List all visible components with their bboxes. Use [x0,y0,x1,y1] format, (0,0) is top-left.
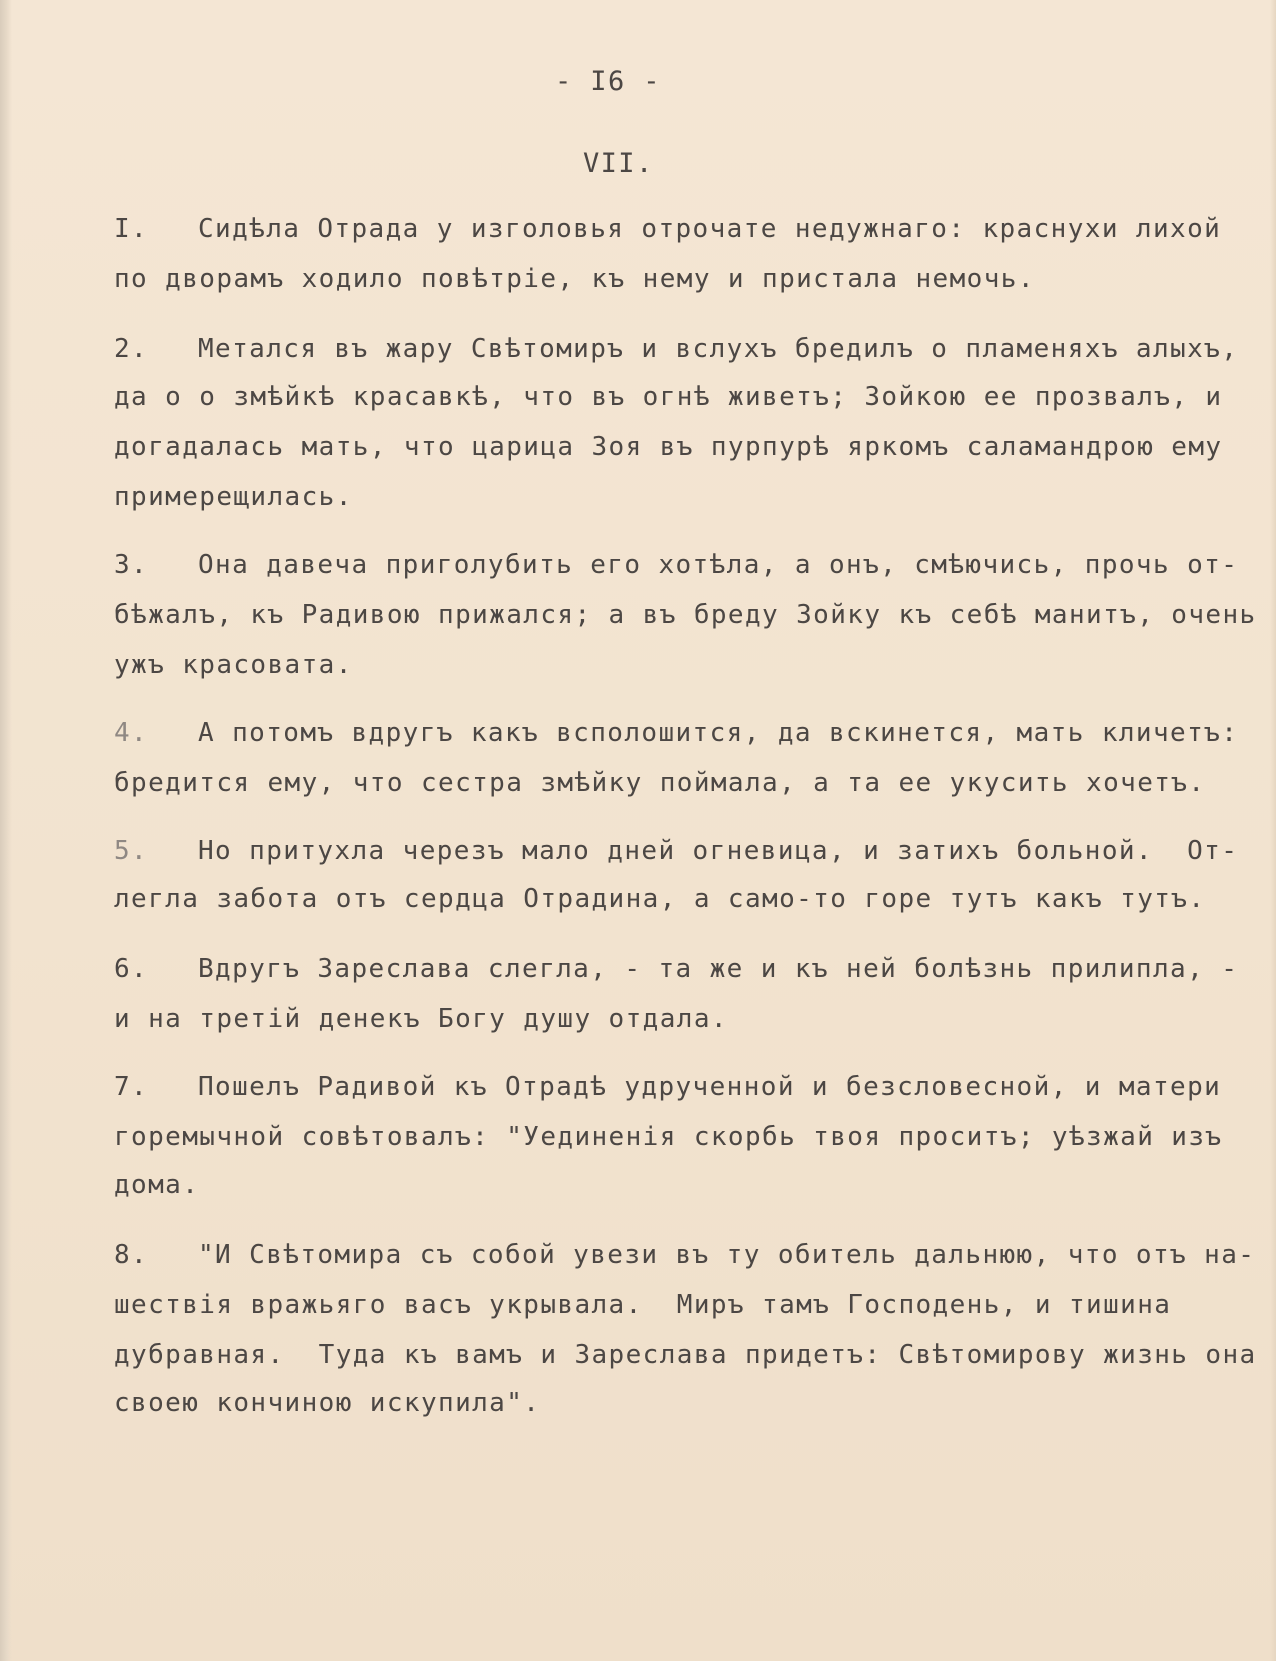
paragraph-6-line-2: и на третій денекъ Богу душу отдала. [114,1004,728,1034]
paragraph-2-line-1 [114,334,1238,364]
paragraph-7-line-2: горемычной совѣтовалъ: "Уединенія скорбь твоя проситъ; уѣзжай изъ [114,1122,1223,1152]
section-title: VII. [583,148,654,179]
paragraph-1-number: I. [114,214,149,244]
paragraph-8-line-1 [114,1240,1255,1270]
paragraph-3-line-1 [114,550,1238,580]
page-right-edge [1270,0,1276,1661]
paragraph-5-number: 5. [114,836,149,866]
paragraph-3-text-line-1: Она давеча приголубить его хотѣла, а онъ, смѣючись, прочь от- [198,550,1239,580]
paragraph-7-number: 7. [114,1072,149,1102]
paragraph-7-line-1 [114,1072,1221,1102]
paragraph-6-line-1 [114,954,1238,984]
paragraph-7-line-3: дома. [114,1170,200,1200]
paragraph-1-text-line-1: Сидѣла Отрада у изголовья отрочате недужнаго: краснухи лихой [198,214,1222,244]
paragraph-2-line-2: да о о змѣйкѣ красавкѣ, что въ огнѣ живетъ; Зойкою ее прозвалъ, и [114,382,1223,412]
paragraph-8-line-2: шествія вражьяго васъ укрывала. Миръ тамъ Господень, и тишина [114,1290,1172,1320]
paragraph-8-line-3: дубравная. Туда къ вамъ и Зареслава придетъ: Свѣтомирову жизнь она [114,1340,1257,1370]
paragraph-1-line-2: по дворамъ ходило повѣтріе, къ нему и пристала немочь. [114,264,1035,294]
paragraph-4-line-1 [114,718,1238,748]
paragraph-2-line-4: примерещилась. [114,482,353,512]
paragraph-8-line-4: своею кончиною искупила". [114,1388,541,1418]
paragraph-7-text-line-1: Пошелъ Радивой къ Отрадѣ удрученной и безсловесной, и матери [198,1072,1222,1102]
paragraph-3-number: 3. [114,550,149,580]
page-left-edge-shadow [0,0,12,1661]
paragraph-6-text-line-1: Вдругъ Зареслава слегла, - та же и къ ней болѣзнь прилипла, - [198,954,1239,984]
paragraph-2-line-3: догадалась мать, что царица Зоя въ пурпурѣ яркомъ саламандрою ему [114,432,1223,462]
paragraph-4-text-line-1: А потомъ вдругъ какъ всполошится, да вскинется, мать кличетъ: [198,718,1239,748]
paragraph-6-number: 6. [114,954,149,984]
paragraph-3-line-3: ужъ красовата. [114,650,353,680]
page-number: - I6 - [555,66,661,97]
paragraph-3-line-2: бѣжалъ, къ Радивою прижался; а въ бреду Зойку къ себѣ манитъ, очень [114,600,1257,630]
paragraph-8-text-line-1: "И Свѣтомира съ собой увези въ ту обитель дальнюю, что отъ на- [198,1240,1256,1270]
paragraph-5-line-2: легла забота отъ сердца Отрадина, а само-то горе тутъ какъ тутъ. [114,884,1206,914]
paragraph-2-number: 2. [114,334,149,364]
paragraph-4-line-2: бредится ему, что сестра змѣйку поймала, а та ее укусить хочетъ. [114,768,1206,798]
paragraph-5-line-1 [114,836,1238,866]
paragraph-1-line-1 [114,214,1221,244]
paragraph-5-text-line-1: Но притухла черезъ мало дней огневица, и затихъ больной. От- [198,836,1239,866]
paragraph-2-text-line-1: Метался въ жару Свѣтомиръ и вслухъ бредилъ о пламеняхъ алыхъ, [198,334,1239,364]
paragraph-8-number: 8. [114,1240,149,1270]
paragraph-4-number: 4. [114,718,149,748]
